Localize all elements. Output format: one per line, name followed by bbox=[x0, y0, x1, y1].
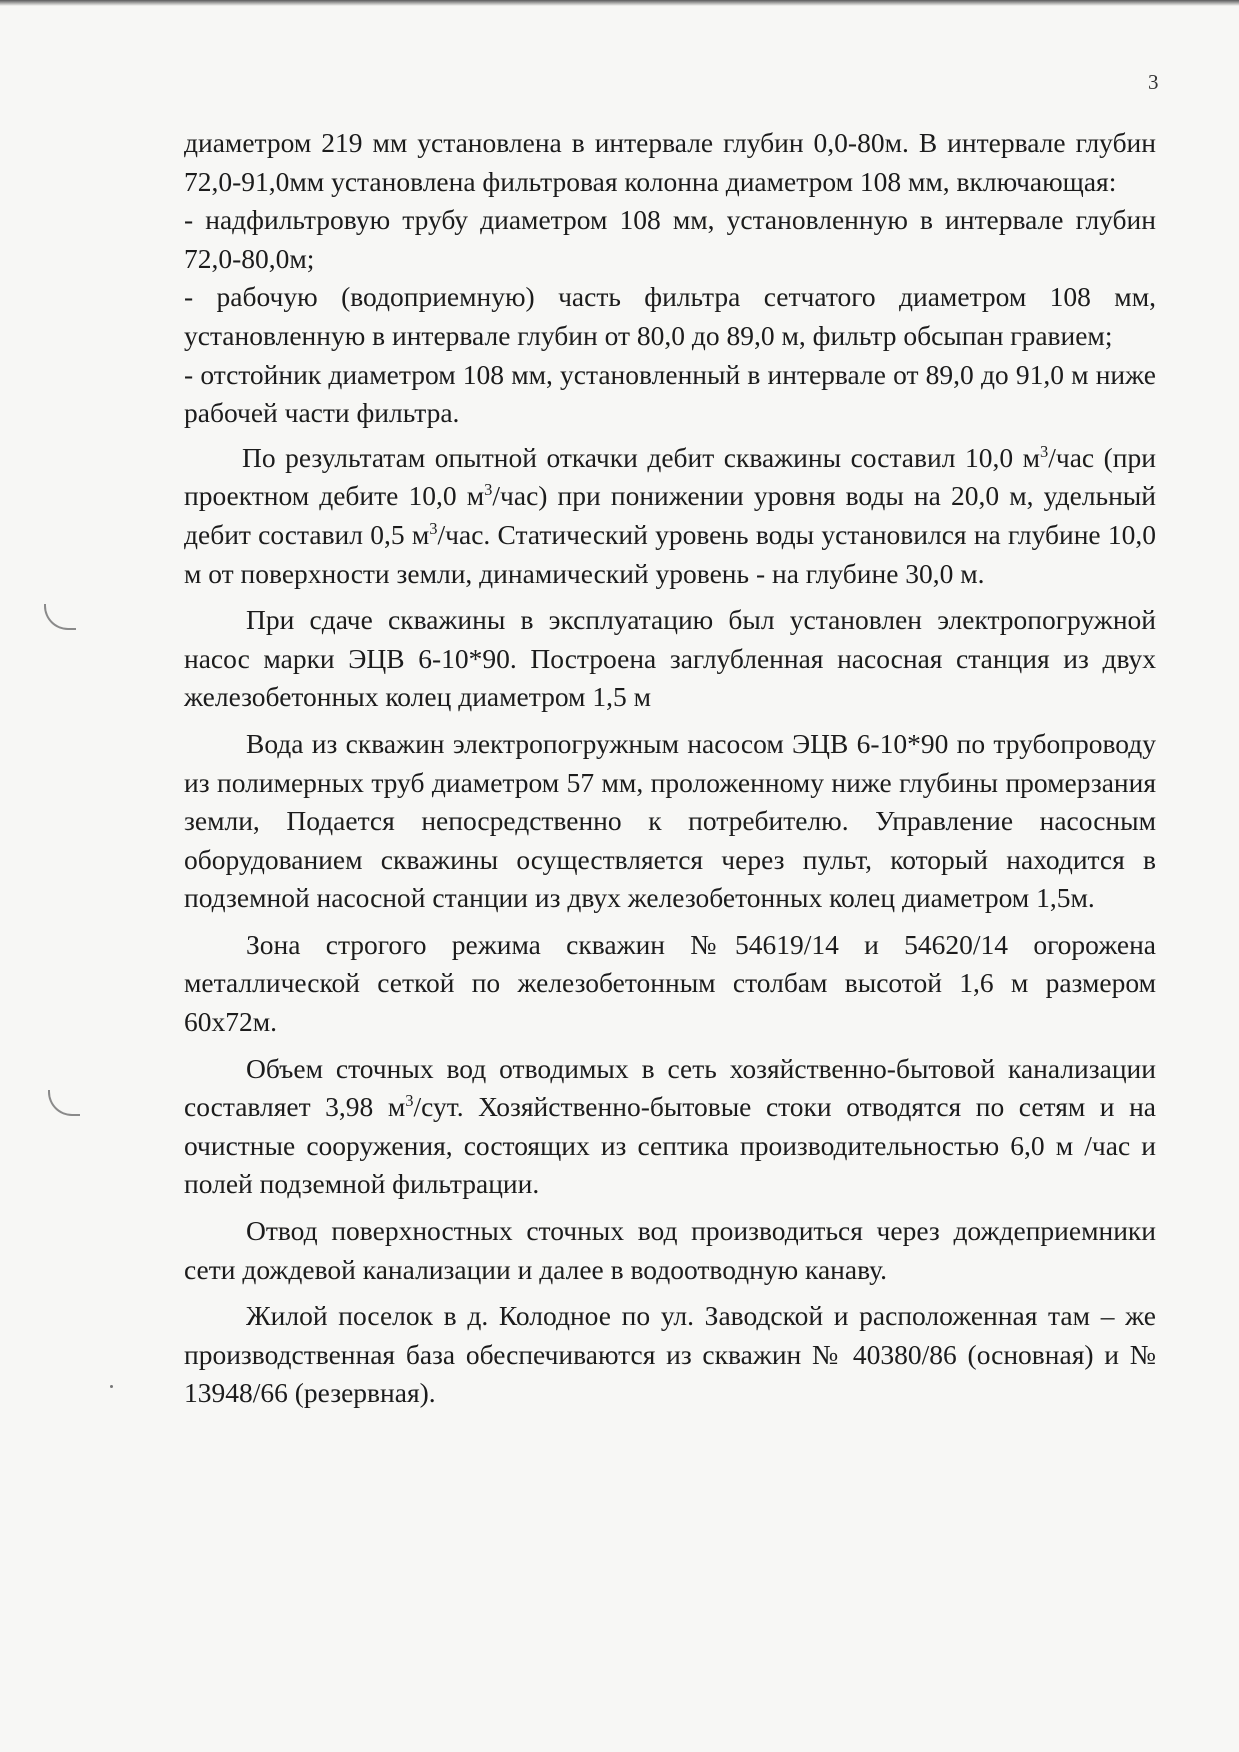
scan-edge-shadow bbox=[0, 0, 1239, 6]
paragraph: Жилой поселок в д. Колодное по ул. Заводской и расположенная там – же производственная база обеспечиваются из скважин № 40380/86 (основная) и № 13948/66 (резервная). bbox=[184, 1300, 1156, 1409]
punch-hole-mark bbox=[44, 604, 76, 630]
paragraph: При сдаче скважины в эксплуатацию был установлен электропогружной насос марки ЭЦВ 6-10*90. Построена заглубленная насосная станция из двух железобетонных колец диаметром 1,5 м bbox=[184, 604, 1156, 713]
scan-speck bbox=[110, 1385, 113, 1388]
list-item: - отстойник диаметром 108 мм, установленный в интервале от 89,0 до 91,0 м ниже рабочей части фильтра. bbox=[184, 358, 1156, 429]
paragraph: Вода из скважин электропогружным насосом ЭЦВ 6-10*90 по трубопроводу из полимерных труб диаметром 57 мм, проложенному ниже глубины промерзания земли, Подается непосредственно к потребителю. Управление насосным оборудованием скважины осуществляется через пульт, который находится в подземной насосной станции из двух железобетонных колец диаметром 1,5м. bbox=[184, 727, 1156, 914]
paragraph-wastewater: Объем сточных вод отводимых в сеть хозяйственно-бытовой канализации составляет 3,98 $м^3$/сут. Хозяйственно-бытовые стоки отводятся по сетям и на очистные сооружения, состоящих из септика производительностью 6,0 м /час и полей подземной фильтрации. bbox=[184, 1052, 1157, 1200]
punch-hole-mark bbox=[48, 1090, 80, 1116]
page-number: 3 bbox=[1148, 70, 1159, 94]
document-body bbox=[184, 124, 1156, 1413]
list-item: - рабочую (водоприемную) часть фильтра сетчатого диаметром 108 мм, установленную в интервале глубин от 80,0 до 89,0 м, фильтр обсыпан гравием; bbox=[184, 281, 1156, 351]
paragraph-test-pumping: По результатам опытной откачки дебит скважины составил 10,0 $м^3$/час (при проектном дебите 10,0 $м^3/час$) при понижении уровня воды на 20,0 м, удельный дебит составил 0,5 $м^3$/час. Статический уровень воды установился на глубине 10,0 м от поверхности земли, динамический уровень - на глубине 30,0 м. bbox=[184, 441, 1157, 589]
paragraph: диаметром 219 мм установлена в интервале глубин 0,0-80м. В интервале глубин 72,0-91,0мм установлена фильтровая колонна диаметром 108 мм, включающая: bbox=[184, 127, 1156, 197]
paragraph: Зона строгого режима скважин №54619/14 и 54620/14 огорожена металлической сеткой по железобетонным столбам высотой 1,6 м размером 60х72м. bbox=[184, 928, 1156, 1038]
list-item: - надфильтровую трубу диаметром 108 мм, установленную в интервале глубин 72,0-80,0м; bbox=[184, 204, 1156, 274]
paragraph: Отвод поверхностных сточных вод производиться через дождеприемники сети дождевой канализации и далее в водоотводную канаву. bbox=[184, 1215, 1156, 1285]
